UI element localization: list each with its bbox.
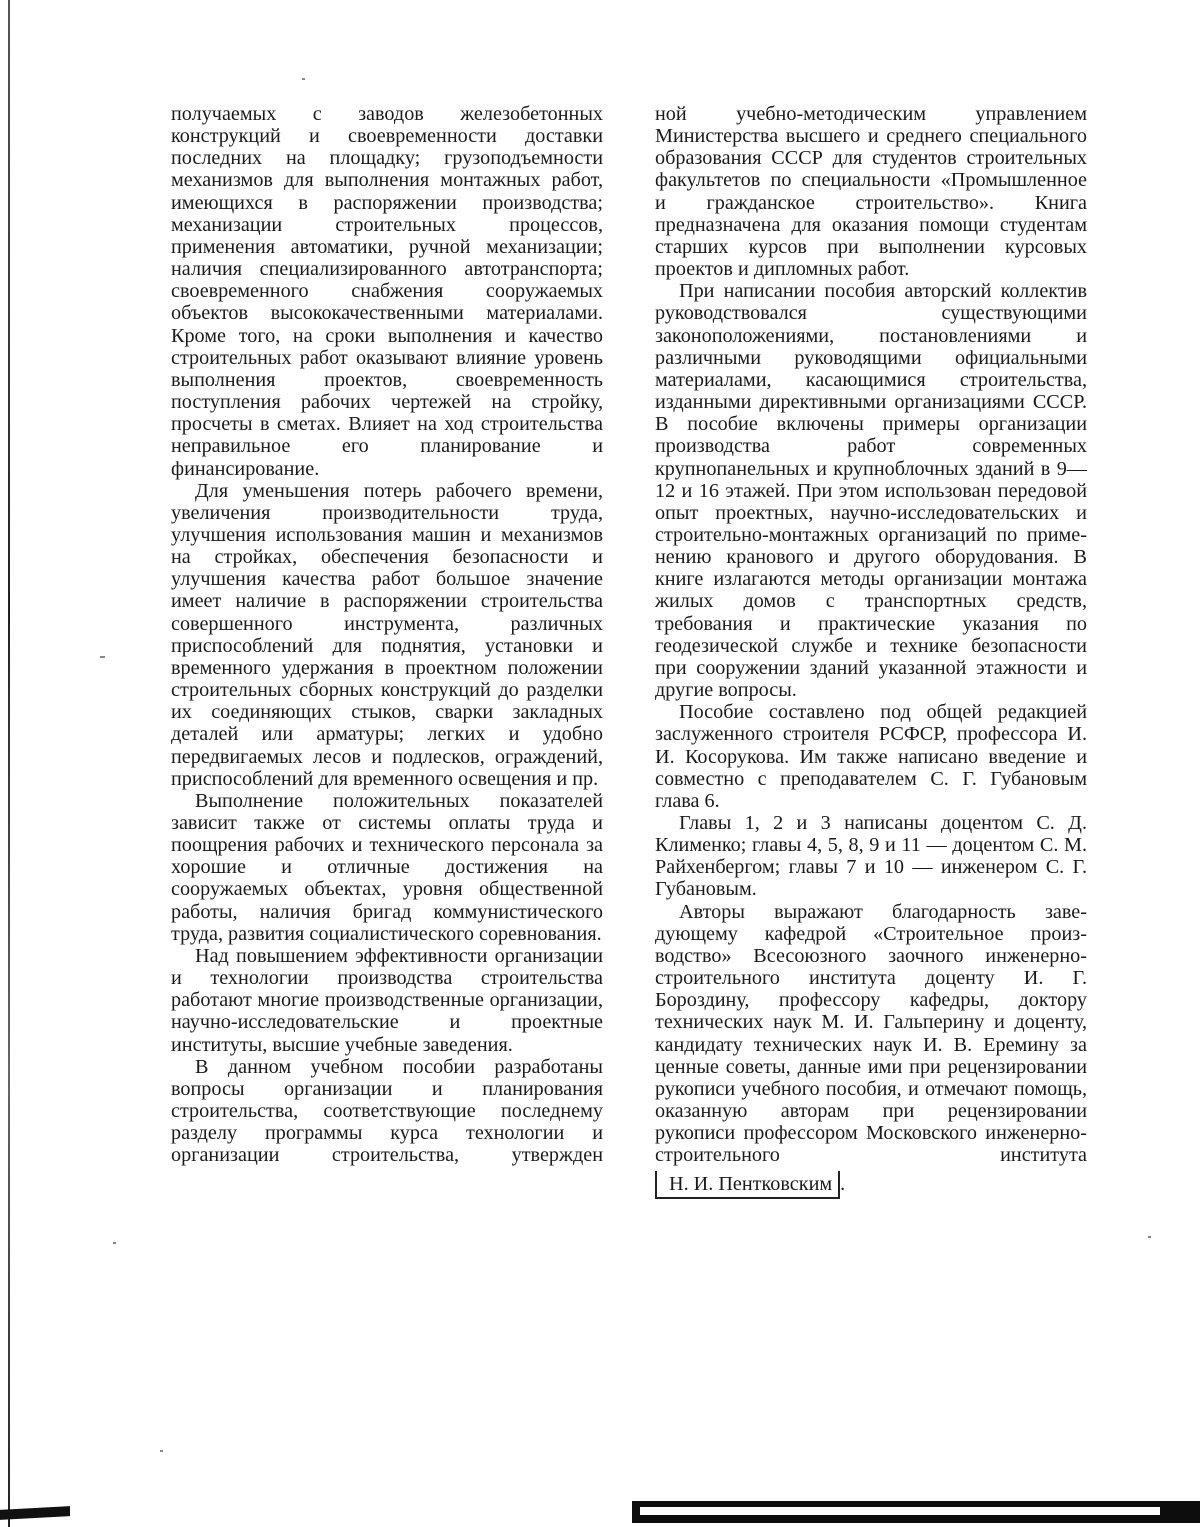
paragraph: В данном учебном пособии разработаны вопросы организации и планирования строительства, соответствующие последнему разделу программы курса технологии и организации строительства, утвержден bbox=[171, 1055, 603, 1167]
scan-speck bbox=[160, 1450, 163, 1452]
paragraph: Над повышением эффективности организации и технологии производства строительства работают многие производственные организации, научно-исследовательские и проектные институты, высшие учебные заведения. bbox=[171, 944, 603, 1056]
memorial-trailer: . bbox=[840, 1172, 846, 1195]
scan-bottom-edge bbox=[0, 1500, 1200, 1527]
paragraph: Для уменьшения потерь рабочего времени, увеличения производительности труда, улучшения использования машин и механизмов на стройках, обеспечения безопасности и улучшения качества работ большое значение имеет наличие в распоряжении строительства совершенного инструмента, различных приспособлений для поднятия, установки и временного удержания в проектном положении строительных сборных конструкций до разделки их соединяющих стыков, сварки закладных деталей или арматуры; легких и удобно передвигаемых лесов и подлесков, ограждений, приспособлений для временного освещения и пр. bbox=[171, 479, 603, 790]
scan-edge-left bbox=[0, 1506, 70, 1520]
page-edge bbox=[8, 0, 10, 1527]
scan-edge-gap bbox=[640, 1507, 1160, 1515]
left-column bbox=[171, 103, 603, 1167]
scan-speck bbox=[100, 656, 105, 658]
memorial-line bbox=[655, 1171, 1087, 1199]
paragraph: Пособие составлено под общей редакцией заслуженного строителя РСФСР, профессора И. И. Косорукова. Им также написано введение и совместно с преподавателем С. Г. Губановым глава 6. bbox=[655, 701, 1087, 812]
paragraph: При написании пособия авторский коллектив руководствовался существующими законоположениями, постановлениями и различными руководящими официальными материалами, касающимися строительства, изданными директивными организациями СССР. В пособие включены примеры организации производства работ современных крупнопанельных и крупноблочных зданий в 9—12 и 16 этажей. При этом использован передовой опыт проектных, научно-исследовательских и строительно-монтажных организаций по применению кранового и другого оборудования. В книге излагаются методы организации монтажа жилых домов с транспортных средств, требования и практические указания по геодезической службе и технике безопасности при сооружении зданий указанной этажности и другие вопросы. bbox=[655, 280, 1087, 702]
right-column bbox=[655, 103, 1087, 1199]
memorial-name-box: Н. И. Пентковским bbox=[655, 1171, 840, 1199]
paragraph: ной учебно-методическим управлением Министерства высшего и среднего специального образования СССР для студентов строительных факультетов по специальности «Промышленное и гражданское строительство». Книга предназначена для оказания помощи студентам старших курсов при выполнении курсовых проектов и дипломных работ. bbox=[655, 103, 1087, 281]
paragraph: Главы 1, 2 и 3 написаны доцентом С. Д. Клименко; главы 4, 5, 8, 9 и 11 — доцентом С. М. Райхенбергом; главы 7 и 10 — инженером С. Г. Губановым. bbox=[655, 812, 1087, 901]
scan-speck bbox=[302, 78, 305, 80]
scan-speck bbox=[113, 1242, 116, 1244]
paragraph: получаемых с заводов железобетонных конструкций и своевременности доставки последних на площадку; грузоподъемности механизмов для выполнения монтажных работ, имеющихся в распоряжении производства; механизации строительных процессов, применения автоматики, ручной механизации; наличия специализированного автотранспорта; своевременного снабжения сооружаемых объектов высококачественными материалами. Кроме того, на сроки выполнения и качество строительных работ оказывают влияние уровень выполнения проектов, своевременность поступления рабочих чертежей на стройку, просчеты в сметах. Влияет на ход строительства неправильное его планирование и финансирование. bbox=[171, 103, 603, 480]
paragraph: Выполнение положительных показателей зависит также от системы оплаты труда и поощрения рабочих и технического персонала за хорошие и отличные достижения на сооружаемых объектах, уровня общественной работы, наличия бригад коммунистического труда, развития социалистического соревнования. bbox=[171, 789, 603, 945]
scan-speck bbox=[1148, 1236, 1151, 1238]
paragraph: Авторы выражают благодарность заведующему кафедрой «Строительное производство» Всесоюзного заочного инженерно-строительного института доценту И. Г. Бороздину, профессору кафедры, доктору технических наук М. И. Гальперину и доценту, кандидату технических наук И. В. Еремину за ценные советы, данные ими при рецензировании рукописи учебного пособия, и отмечают помощь, оказанную авторам при рецензировании рукописи профессором Московского инженерно-строительного института bbox=[655, 900, 1087, 1167]
